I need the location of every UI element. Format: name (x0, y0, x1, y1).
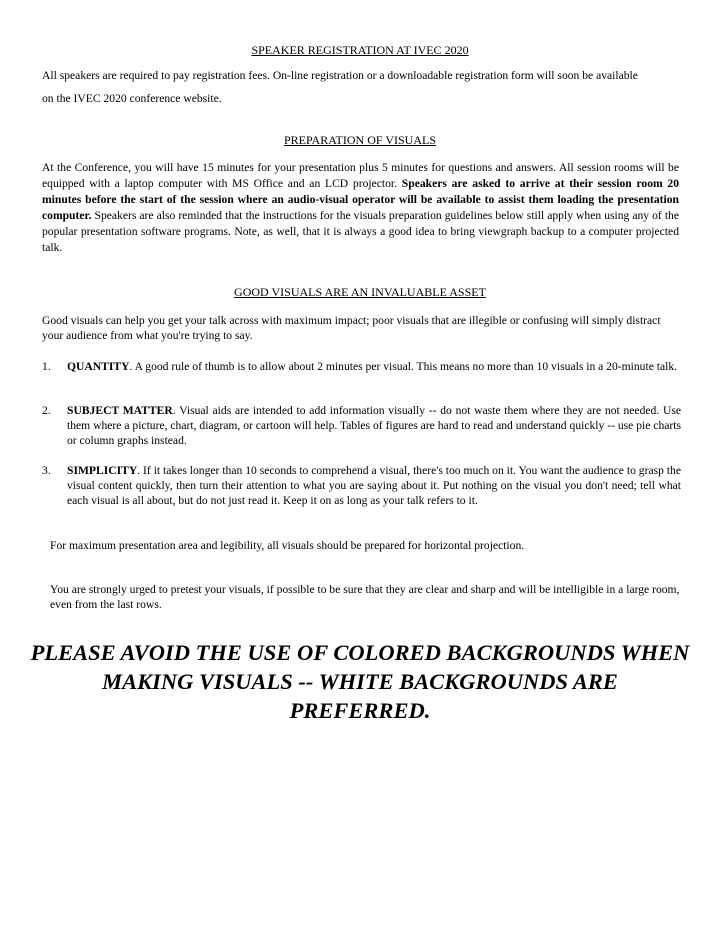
preparation-text-start: At the Conference, you will have 15 minutes for your presentation plus 5 minutes for questions and answers. All session rooms will be equipped with a laptop computer with MS Office and an LCD projector. (42, 161, 679, 190)
list-item-body (67, 359, 681, 374)
list-item-title: SIMPLICITY (67, 464, 138, 477)
list-item-title: QUANTITY (67, 360, 130, 373)
registration-text: All speakers are required to pay registration fees. On-line registration or a downloadable registration form will soon be available on the IVEC 2020 conference website. (42, 69, 638, 105)
list-item-text: . Visual aids are intended to add information visually -- do not waste them where they are not needed. Use them where a picture, chart, diagram, or cartoon will help. Tables of figures are hard to read and understand quickly -- use pie charts or column graphs instead. (67, 404, 681, 447)
preparation-text (42, 160, 679, 256)
list-item-number: 1. (42, 360, 51, 373)
good-visuals-heading: GOOD VISUALS ARE AN INVALUABLE ASSET (234, 285, 486, 299)
list-item-body (67, 403, 681, 448)
horizontal-projection-note: For maximum presentation area and legibility, all visuals should be prepared for horizontal projection. (50, 539, 525, 552)
list-item-text: . If it takes longer than 10 seconds to comprehend a visual, there's too much on it. You want the audience to grasp the visual content quickly, then turn their attention to what you are saying about it. Put nothing on the visual you don't need; tell what each visual is all about, but do not just read it. Keep it on as long as your talk refers to it. (67, 464, 681, 507)
registration-heading: SPEAKER REGISTRATION AT IVEC 2020 (251, 43, 469, 57)
list-item-number: 2. (42, 404, 51, 417)
list-item-title: SUBJECT MATTER (67, 404, 173, 417)
preparation-text-end: Speakers are also reminded that the instructions for the visuals preparation guidelines below still apply when using any of the popular presentation software programs. Note, as well, that it is always a good idea to bring viewgraph backup to a computer projected talk. (42, 209, 679, 254)
list-item-number: 3. (42, 464, 51, 477)
list-item-body (67, 463, 681, 508)
background-warning: PLEASE AVOID THE USE OF COLORED BACKGROUNDS WHEN MAKING VISUALS -- WHITE BACKGROUNDS ARE PREFERRED. (30, 640, 690, 723)
preparation-bold-notice: Speakers are asked to arrive at their session room 20 minutes before the start of the session where an audio-visual operator will be available to assist them loading the presentation computer. (42, 177, 679, 222)
preparation-heading: PREPARATION OF VISUALS (283, 133, 437, 147)
list-item-text: . A good rule of thumb is to allow about 2 minutes per visual. This means no more than 10 visuals in a 20-minute talk. (129, 360, 678, 373)
good-visuals-intro: Good visuals can help you get your talk across with maximum impact; poor visuals that are illegible or confusing will simply distract your audience from what you're trying to say. (42, 314, 661, 342)
pretest-note: You are strongly urged to pretest your visuals, if possible to be sure that they are clear and sharp and will be intelligible in a large room, even from the last rows. (50, 583, 680, 611)
